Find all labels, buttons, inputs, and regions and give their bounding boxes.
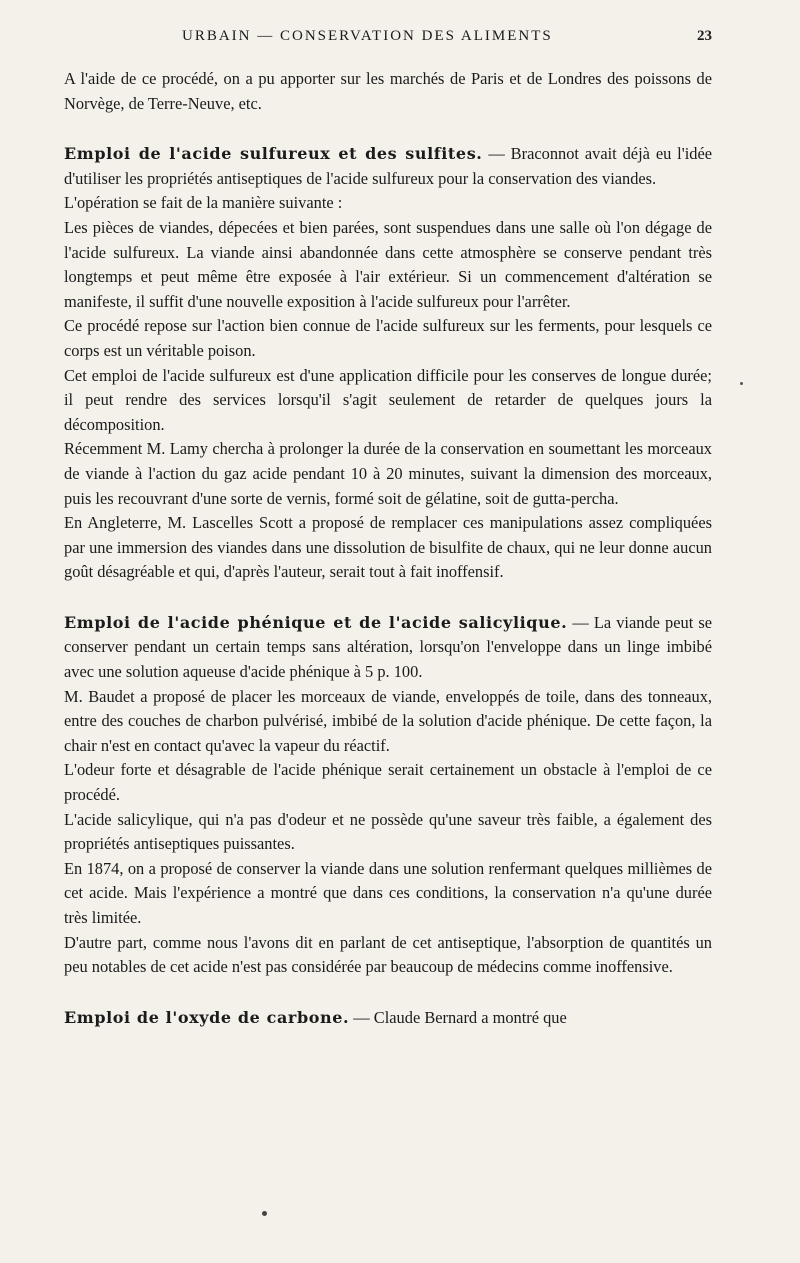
paragraph: Ce procédé repose sur l'action bien connue de l'acide sulfureux sur les ferments, pour lesquels ce corps est un véritable poison. (64, 316, 712, 360)
section-lead: — La viande peut se conserver pendant un certain temps sans altération, lorsqu'on l'enveloppe dans un linge imbibé avec une solution aqueuse d'acide phénique à 5 p. 100. (64, 612, 712, 682)
section-phenique (64, 611, 712, 685)
paragraph: En Angleterre, M. Lascelles Scott a proposé de remplacer ces manipulations assez compliquées par une immersion des viandes dans une dissolution de bisulfite de chaux, qui ne leur donne aucun goût désagréable et qui, d'après l'auteur, serait tout à fait inoffensif. (64, 513, 712, 582)
section-oxyde-carbone (64, 1006, 712, 1031)
paragraph: L'odeur forte et désagrable de l'acide phénique serait certainement un obstacle à l'emploi de ce procédé. (64, 760, 712, 805)
section-heading: Emploi de l'acide phénique et de l'acide salicylique. (64, 612, 568, 632)
paragraph: L'acide salicylique, qui n'a pas d'odeur et ne possède qu'une saveur très faible, a également des propriétés antiseptiques puissantes. (64, 809, 712, 854)
page-number: 23 (697, 28, 712, 44)
section-heading: Emploi de l'oxyde de carbone. (64, 1007, 350, 1027)
paragraph: A l'aide de ce procédé, on a pu apporter sur les marchés de Paris et de Londres des poissons de Norvège, de Terre-Neuve, etc. (64, 69, 712, 113)
paragraph: Récemment M. Lamy chercha à prolonger la durée de la conservation en soumettant les morceaux de viande à l'action du gaz acide pendant 10 à 20 minutes, suivant la dimension des morceaux, puis les recouvrant d'une sorte de vernis, formé soit de gélatine, soit de gutta-percha. (64, 439, 712, 508)
paragraph: Cet emploi de l'acide sulfureux est d'une application difficile pour les conserves de longue durée; il peut rendre des services lorsqu'il s'agit seulement de retarder de quelques jours la décomposition. (64, 365, 712, 434)
paragraph: En 1874, on a proposé de conserver la viande dans une solution renfermant quelques millièmes de cet acide. Mais l'expérience a montré que dans ces conditions, la conservation n'a qu'une durée très limitée. (64, 858, 712, 927)
section-heading: Emploi de l'acide sulfureux et des sulfites. (64, 144, 483, 164)
paragraph: Les pièces de viandes, dépecées et bien parées, sont suspendues dans une salle où l'on dégage de l'acide sulfureux. La viande ainsi abandonnée dans cette atmosphère se conserve pendant très longtemps et peut même être exposée à l'air extérieur. Si un commencement d'altération se manifeste, il suffit d'une nouvelle exposition à l'acide sulfureux pour l'arrêter. (64, 217, 712, 311)
paragraph: L'opération se fait de la manière suivante : (64, 193, 343, 213)
margin-dot (740, 382, 743, 385)
paragraph: D'autre part, comme nous l'avons dit en parlant de cet antiseptique, l'absorption de quantités un peu notables de cet acide n'est pas considérée par beaucoup de médecins comme inoffensive. (64, 932, 712, 977)
paragraph: M. Baudet a proposé de placer les morceaux de viande, enveloppés de toile, dans des tonneaux, entre des couches de charbon pulvérisé, imbibé de la solution d'acide phénique. De cette façon, la chair n'est en contact qu'avec la vapeur du réactif. (64, 686, 712, 755)
section-sulfureux (64, 142, 712, 191)
running-head (182, 28, 712, 45)
body-text (64, 67, 712, 1030)
section-lead: — Braconnot avait déjà eu l'idée d'utiliser les propriétés antiseptiques de l'acide sulfureux pour la conservation des viandes. (64, 144, 712, 188)
running-title: URBAIN — CONSERVATION DES ALIMENTS (182, 28, 553, 44)
section-lead: — Claude Bernard a montré que (349, 1007, 567, 1027)
print-dot (262, 1211, 267, 1216)
